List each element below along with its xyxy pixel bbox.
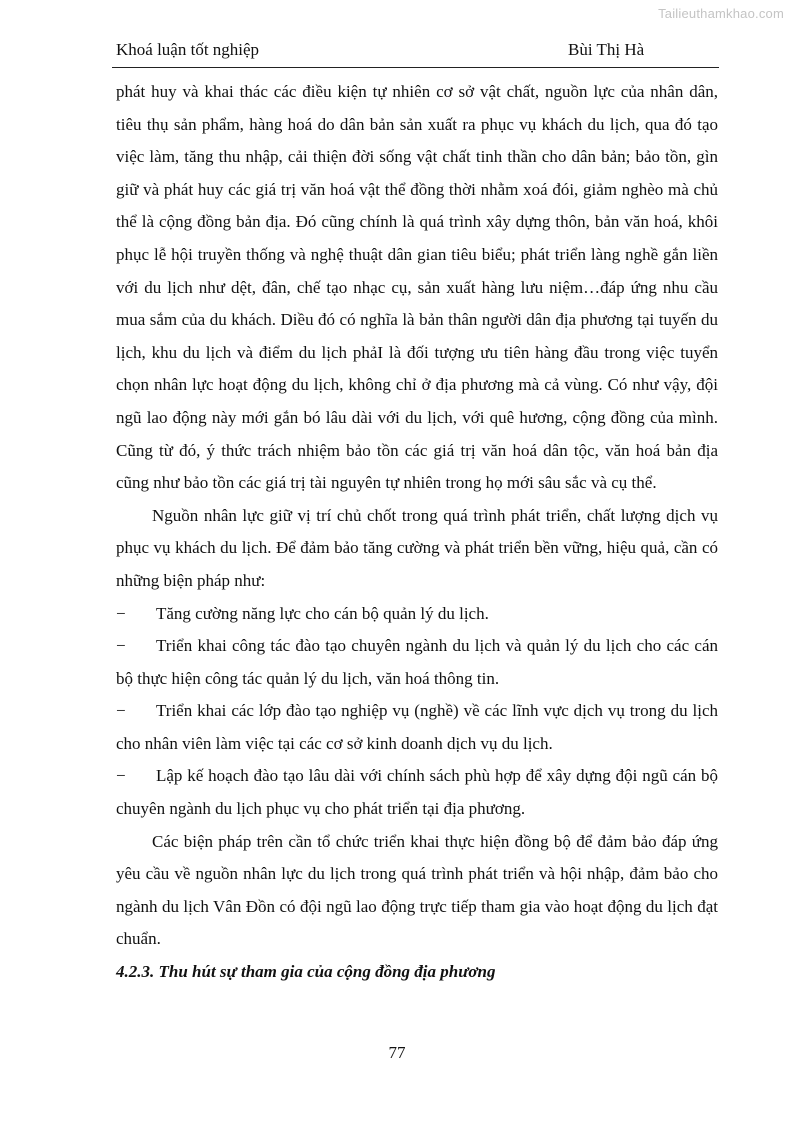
list-item [116,630,718,695]
header-author: Bùi Thị Hà [568,40,645,59]
list-item [116,695,718,760]
page-number: 77 [388,1043,406,1062]
list-item-text: Tăng cường năng lực cho cán bộ quản lý du lịch. [156,603,489,623]
dash-bullet: − [116,701,126,721]
dash-bullet: − [116,636,126,656]
header-divider [112,67,719,68]
watermark: Tailieuthamkhao.com [658,6,784,21]
header-title: Khoá luận tốt nghiệp [116,40,260,59]
document-body [116,76,718,989]
list-item-text: Triển khai công tác đào tạo chuyên ngành du lịch và quản lý du lịch cho các cán bộ thực hiện công tác quản lý du lịch, văn hoá thông tin. [116,636,718,688]
closing-paragraph: Các biện pháp trên cần tổ chức triển khai thực hiện đồng bộ để đảm bảo đáp ứng yêu cầu về nguồn nhân lực du lịch trong quá trình phát triển và hội nhập, đảm bảo cho ngành du lịch Vân Đồn có đội ngũ lao động trực tiếp tham gia vào hoạt động du lịch đạt chuẩn. [116,831,718,949]
section-heading: 4.2.3. Thu hút sự tham gia của cộng đồng địa phương [116,962,496,982]
list-item [116,760,718,825]
list-item-text: Lập kế hoạch đào tạo lâu dài với chính sách phù hợp để xây dựng đội ngũ cán bộ chuyên ngành du lịch phục vụ cho phát triển tại địa phương. [116,766,718,819]
dash-bullet: − [116,603,126,623]
list-item-text: Triển khai các lớp đào tạo nghiệp vụ (nghề) về các lĩnh vực dịch vụ trong du lịch cho nhân viên làm việc tại các cơ sở kinh doanh dịch vụ du lịch. [116,701,718,753]
page-header [112,38,720,62]
list-item [116,598,718,631]
paragraph-2: Nguồn nhân lực giữ vị trí chủ chốt trong quá trình phát triển, chất lượng dịch vụ phục vụ khách du lịch. Để đảm bảo tăng cường và phát triển bền vững, hiệu quả, cần có những biện pháp như: [116,505,718,590]
paragraph-1: phát huy và khai thác các điều kiện tự nhiên cơ sở vật chất, nguồn lực của nhân dân, tiêu thụ sản phẩm, hàng hoá do dân bản sản xuất ra phục vụ khách du lịch, qua đó tạo việc làm, tăng thu nhập, cải thiện đời sống vật chất tinh thần cho dân bản; bảo tồn, gìn giữ và phát huy các giá trị văn hoá vật thể đồng thời nhằm xoá đói, giảm nghèo mà chủ thể là cộng đồng bản địa. Đó cũng chính là quá trình xây dựng thôn, bản văn hoá, khôi phục lễ hội truyền thống và nghệ thuật dân gian tiêu biểu; phát triển làng nghề gắn liền với du lịch như dệt, đân, chế tạo nhạc cụ, sản xuất hàng lưu niệm…đáp ứng nhu cầu mua sắm của du khách. Diều đó có nghĩa là bản thân người dân địa phương tại tuyến du lịch, khu du lịch và điểm du lịch phảI là đối tượng ưu tiên hàng đầu trong việc tuyển chọn nhân lực hoạt động du lịch, không chỉ ở địa phương mà cả vùng. Có như vậy, đội ngũ lao động này mới gắn bó lâu dài với du lịch, với quê hương, cộng đồng của mình. Cũng từ đó, ý thức trách nhiệm bảo tồn các giá trị văn hoá dân tộc, văn hoá bản địa cũng như bảo tồn các giá trị tài nguyên tự nhiên trong họ mới sâu sắc và cụ thể. [116,82,718,493]
dash-bullet: − [116,766,126,786]
